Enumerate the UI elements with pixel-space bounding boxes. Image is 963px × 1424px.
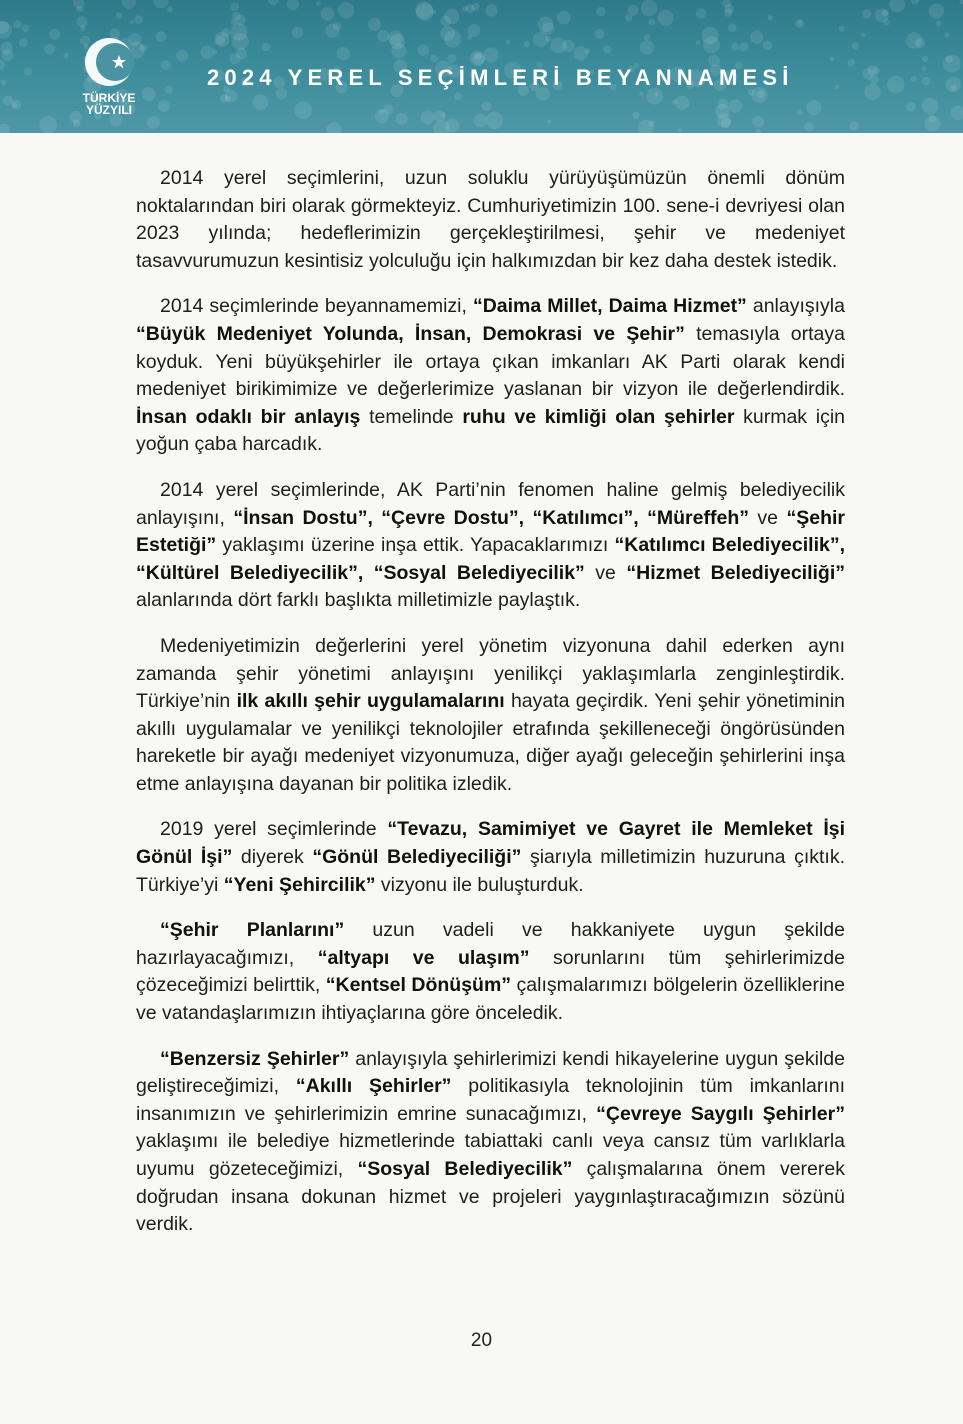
bold-phrase: “Kentsel Dönüşüm” [325, 974, 512, 997]
text-run: ve [584, 561, 627, 584]
document-title: 2024 YEREL SEÇİMLERİ BEYANNAMESİ [207, 65, 794, 90]
text-run: kurmak için yoğun çaba harcadık. [136, 405, 846, 456]
text-run: alanlarında dört farklı başlıkta milletimizle paylaştık. [136, 589, 581, 612]
text-run: Medeniyetimizin değerlerini yerel yönetim vizyonuna dahil ederken aynı zamanda şehir yönetimi anlayışını yenilikçi yaklaşımlarla zenginleştirdik. Türkiye’nin [136, 634, 845, 713]
text-run: 2014 yerel seçimlerini, uzun soluklu yürüyüşümüzün önemli dönüm noktalarından biri olarak görmekteyiz. Cumhuriyetimizin 100. sene-i devriyesi olan 2023 yılında; hedeflerimizin gerçekleştirilmesi, şehir ve medeniyet tasavvurumuzun kesintisiz yolculuğu için halkımızdan bir kez daha destek istedik. [136, 167, 845, 272]
header-banner [0, 0, 963, 133]
bold-phrase: “Katılımcı Belediyecilik”, “Kültürel Belediyecilik”, “Sosyal Belediyecilik” [136, 534, 845, 584]
bold-phrase: İnsan odaklı bir anlayış [136, 405, 361, 428]
bold-phrase: “Çevreye Saygılı Şehirler” [596, 1102, 845, 1125]
bold-phrase: “Yeni Şehircilik” [223, 873, 376, 896]
page-number: 20 [470, 1330, 493, 1351]
text-run: uzun vadeli ve hakkaniyete uygun şekilde hazırlayacağımızı, [136, 919, 845, 969]
paragraph [136, 165, 845, 275]
paragraph [136, 477, 845, 615]
text-run: ve [749, 506, 787, 529]
text-run: 2014 seçimlerinde beyannamemizi, [160, 295, 473, 318]
text-run: temasıyla ortaya koyduk. Yeni büyükşehirler ile ortaya çıkan imkanları AK Parti olarak kendi medeniyet birikimimize ve değerlerimize yaslanan bir vizyon ile değerlendirdik. [136, 322, 845, 401]
text-run: yaklaşımı ile belediye hizmetlerinde tabiattaki canlı veya cansız tüm varlıklarla uyumu gözeteceğimizi, [136, 1130, 845, 1180]
paragraph [136, 816, 845, 899]
bold-phrase: ilk akıllı şehir uygulamalarını [236, 690, 505, 713]
bold-phrase: “İnsan Dostu”, “Çevre Dostu”, “Katılımcı”, “Müreffeh” [233, 506, 749, 529]
text-run: temelinde [360, 405, 463, 428]
text-run: yaklaşımı üzerine inşa ettik. Yapacaklarımızı [216, 534, 615, 557]
turkiye-yuzyili-logo [74, 36, 144, 120]
text-run: şiarıyla milletimizin huzuruna çıktık. Türkiye’yi [136, 846, 846, 896]
paragraph [136, 293, 845, 459]
bold-phrase: “Sosyal Belediyecilik” [357, 1158, 573, 1180]
main-content [136, 165, 845, 1257]
bold-phrase: “Şehir Estetiği” [136, 506, 845, 557]
text-run: çalışmalarına önem vererek doğrudan insana dokunan hizmet ve projeleri yaygınlaştıracağımızın sözünü verdik. [136, 1158, 845, 1236]
text-run: sorunlarını tüm şehirlerimizde çözeceğimizi belirttik, [136, 946, 845, 997]
text-run: 2019 yerel seçimlerinde [160, 818, 388, 841]
paragraph [136, 1046, 845, 1239]
bold-phrase: ruhu ve kimliği olan şehirler [462, 405, 735, 428]
text-run: anlayışıyla şehirlerimizi kendi hikayelerine uygun şekilde geliştireceğimizi, [136, 1047, 845, 1098]
text-run: çalışmalarımızı bölgelerin özelliklerine ve vatandaşlarımızın ihtiyaçlarına göre önceledik. [136, 974, 845, 1025]
bold-phrase: “Hizmet Belediyeciliği” [626, 561, 845, 584]
bold-phrase: “Akıllı Şehirler” [295, 1075, 452, 1098]
logo-wordmark [74, 92, 144, 116]
text-run: diyerek [232, 846, 313, 869]
text-run: anlayışıyla [746, 295, 845, 318]
logo-line-1: TÜRKİYE [82, 91, 136, 105]
paragraph [136, 633, 845, 799]
text-run: vizyonu ile buluşturduk. [375, 873, 584, 896]
bold-phrase: “Şehir Planlarını” [160, 919, 345, 942]
text-run: hayata geçirdik. Yeni şehir yönetiminin akıllı uygulamalar ve yenilikçi teknolojiler etrafında şekilleneceği öngörüsünden hareketle bir ayağı medeniyet vizyonumuza, diğer ayağı geleceğin şehirlerini inşa etme anlayışına dayanan bir politika izledik. [136, 690, 845, 795]
bold-phrase: “Benzersiz Şehirler” [160, 1047, 350, 1070]
bold-phrase: “altyapı ve ulaşım” [317, 946, 530, 969]
paragraph [136, 917, 845, 1027]
bold-phrase: “Büyük Medeniyet Yolunda, İnsan, Demokrasi ve Şehir” [136, 322, 685, 345]
bold-phrase: “Daima Millet, Daima Hizmet” [472, 295, 747, 318]
bold-phrase: “Tevazu, Samimiyet ve Gayret ile Memleket İşi Gönül İşi” [136, 818, 845, 869]
bold-phrase: “Gönül Belediyeciliği” [312, 846, 522, 869]
text-run: politikasıyla teknolojinin tüm imkanlarını insanımızın ve şehirlerimizin emrine sunacağımızı, [136, 1075, 845, 1125]
crescent-star-icon [81, 36, 137, 92]
text-run: 2014 yerel seçimlerinde, AK Parti’nin fenomen haline gelmiş belediyecilik anlayışını, [136, 478, 845, 529]
logo-line-2: YÜZYILI [85, 103, 132, 117]
